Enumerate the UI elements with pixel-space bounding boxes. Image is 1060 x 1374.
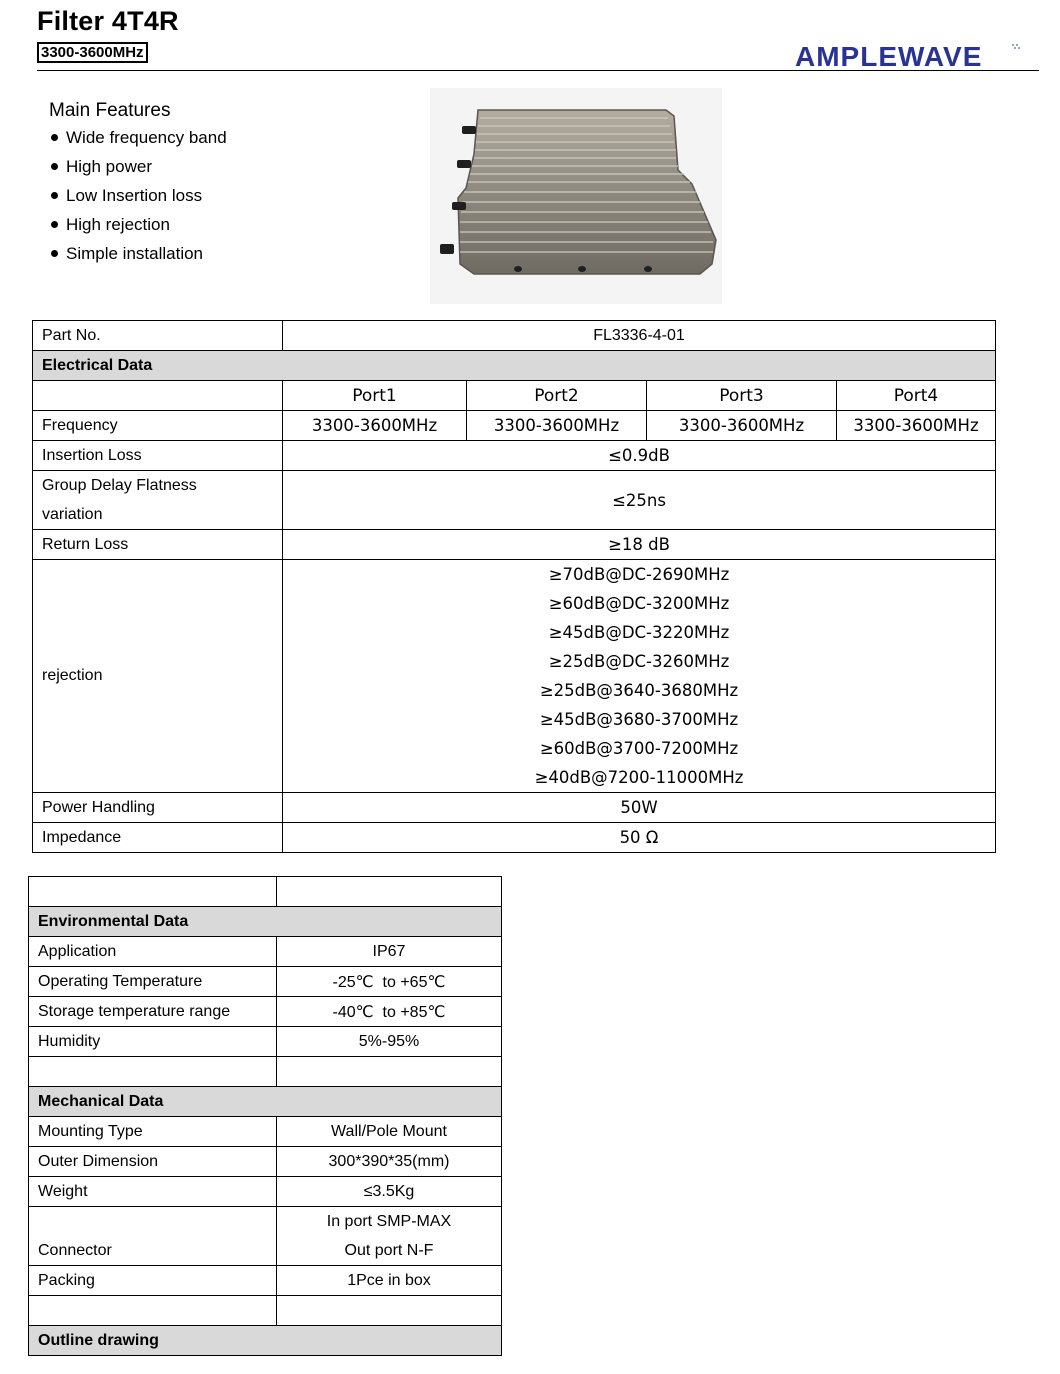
empty-cell [277, 877, 502, 907]
operating-temperature-value: -25℃ to +65℃ [277, 967, 502, 997]
product-photo [430, 88, 722, 304]
table-row [33, 560, 996, 793]
port-header: Port4 [837, 381, 996, 411]
table-row [33, 441, 996, 471]
group-delay-label-line: variation [42, 506, 103, 523]
table-row [29, 1147, 502, 1177]
table-row [29, 877, 502, 907]
environmental-section-title: Environmental Data [29, 907, 502, 937]
port-header: Port3 [647, 381, 837, 411]
bullet-icon [51, 163, 58, 170]
rejection-line: ≥45dB@DC-3220MHz [548, 623, 730, 642]
rejection-line: ≥25dB@DC-3260MHz [548, 652, 730, 671]
operating-temperature-label: Operating Temperature [29, 967, 277, 997]
outline-section-title: Outline drawing [29, 1326, 502, 1356]
connector-label-text: Connector [38, 1242, 112, 1259]
bullet-icon [51, 134, 58, 141]
bullet-icon [51, 250, 58, 257]
group-delay-value: ≤25ns [283, 471, 996, 530]
section-header [29, 1326, 502, 1356]
table-row [29, 1177, 502, 1207]
return-loss-value: ≥18 dB [283, 530, 996, 560]
section-header [33, 351, 996, 381]
weight-value: ≤3.5Kg [277, 1177, 502, 1207]
feature-item [49, 243, 227, 272]
feature-label: Wide frequency band [66, 128, 227, 147]
empty-cell [33, 381, 283, 411]
table-row [29, 1057, 502, 1087]
table-row [29, 937, 502, 967]
feature-label: High power [66, 157, 152, 176]
page-title: Filter 4T4R [37, 6, 179, 36]
port-header: Port2 [467, 381, 647, 411]
section-header [29, 907, 502, 937]
table-row [29, 1117, 502, 1147]
electrical-table [32, 320, 996, 853]
frequency-value: 3300-3600MHz [467, 411, 647, 441]
group-delay-label [33, 471, 283, 530]
packing-value: 1Pce in box [277, 1266, 502, 1296]
empty-cell [29, 1296, 277, 1326]
table-row [29, 1266, 502, 1296]
feature-label: Low Insertion loss [66, 186, 203, 205]
insertion-loss-label: Insertion Loss [33, 441, 283, 471]
header-divider [37, 70, 1039, 71]
rejection-line: ≥40dB@7200-11000MHz [534, 768, 744, 787]
table-row [33, 411, 996, 441]
impedance-value: 50 Ω [283, 823, 996, 853]
frequency-value: 3300-3600MHz [837, 411, 996, 441]
features-list [49, 127, 227, 272]
feature-item [49, 214, 227, 243]
insertion-loss-value: ≤0.9dB [283, 441, 996, 471]
frequency-value: 3300-3600MHz [283, 411, 467, 441]
packing-label: Packing [29, 1266, 277, 1296]
rejection-line: ≥60dB@3700-7200MHz [539, 739, 739, 758]
frequency-value: 3300-3600MHz [647, 411, 837, 441]
frequency-label: Frequency [33, 411, 283, 441]
table-row [29, 1296, 502, 1326]
port-header: Port1 [283, 381, 467, 411]
rejection-line: ≥60dB@DC-3200MHz [548, 594, 730, 613]
mechanical-section-title: Mechanical Data [29, 1087, 502, 1117]
feature-item [49, 185, 227, 214]
table-row [33, 381, 996, 411]
bullet-icon [51, 192, 58, 199]
electrical-section-title: Electrical Data [33, 351, 996, 381]
table-row [29, 1027, 502, 1057]
connector-value-line: Out port N-F [344, 1242, 434, 1259]
humidity-value: 5%-95% [277, 1027, 502, 1057]
empty-cell [29, 877, 277, 907]
amplewave-logo [795, 38, 1035, 70]
part-no-value: FL3336-4-01 [283, 321, 996, 351]
logo-text: AMPLEWAVE [795, 41, 983, 70]
impedance-label: Impedance [33, 823, 283, 853]
outer-dimension-value: 300*390*35(mm) [277, 1147, 502, 1177]
table-row [33, 823, 996, 853]
empty-cell [277, 1296, 502, 1326]
application-label: Application [29, 937, 277, 967]
feature-item [49, 156, 227, 185]
weight-label: Weight [29, 1177, 277, 1207]
application-value: IP67 [277, 937, 502, 967]
group-delay-label-line: Group Delay Flatness [42, 477, 197, 494]
table-row [33, 471, 996, 530]
rejection-line: ≥70dB@DC-2690MHz [548, 565, 730, 584]
rejection-line: ≥25dB@3640-3680MHz [539, 681, 739, 700]
storage-temperature-label: Storage temperature range [29, 997, 277, 1027]
empty-cell [277, 1057, 502, 1087]
connector-label [29, 1207, 277, 1266]
feature-label: Simple installation [66, 244, 204, 263]
part-no-label: Part No. [33, 321, 283, 351]
features-title: Main Features [49, 100, 171, 121]
rejection-label: rejection [33, 560, 283, 793]
power-handling-label: Power Handling [33, 793, 283, 823]
feature-label: High rejection [66, 215, 170, 234]
return-loss-label: Return Loss [33, 530, 283, 560]
table-row [29, 967, 502, 997]
storage-temperature-value: -40℃ to +85℃ [277, 997, 502, 1027]
frequency-subtitle: 3300-3600MHz [37, 42, 148, 63]
rejection-values [283, 560, 996, 793]
logo-wave-icon [1012, 44, 1020, 49]
mounting-type-label: Mounting Type [29, 1117, 277, 1147]
humidity-label: Humidity [29, 1027, 277, 1057]
mounting-type-value: Wall/Pole Mount [277, 1117, 502, 1147]
power-handling-value: 50W [283, 793, 996, 823]
table-row [33, 530, 996, 560]
rejection-line: ≥45dB@3680-3700MHz [539, 710, 739, 729]
connector-value [277, 1207, 502, 1266]
bullet-icon [51, 221, 58, 228]
connector-value-line: In port SMP-MAX [326, 1213, 452, 1230]
empty-cell [29, 1057, 277, 1087]
feature-item [49, 127, 227, 156]
section-header [29, 1087, 502, 1117]
table-row [29, 997, 502, 1027]
table-row [29, 1207, 502, 1266]
environmental-mechanical-table [28, 876, 502, 1356]
table-row [33, 793, 996, 823]
table-row [33, 321, 996, 351]
outer-dimension-label: Outer Dimension [29, 1147, 277, 1177]
